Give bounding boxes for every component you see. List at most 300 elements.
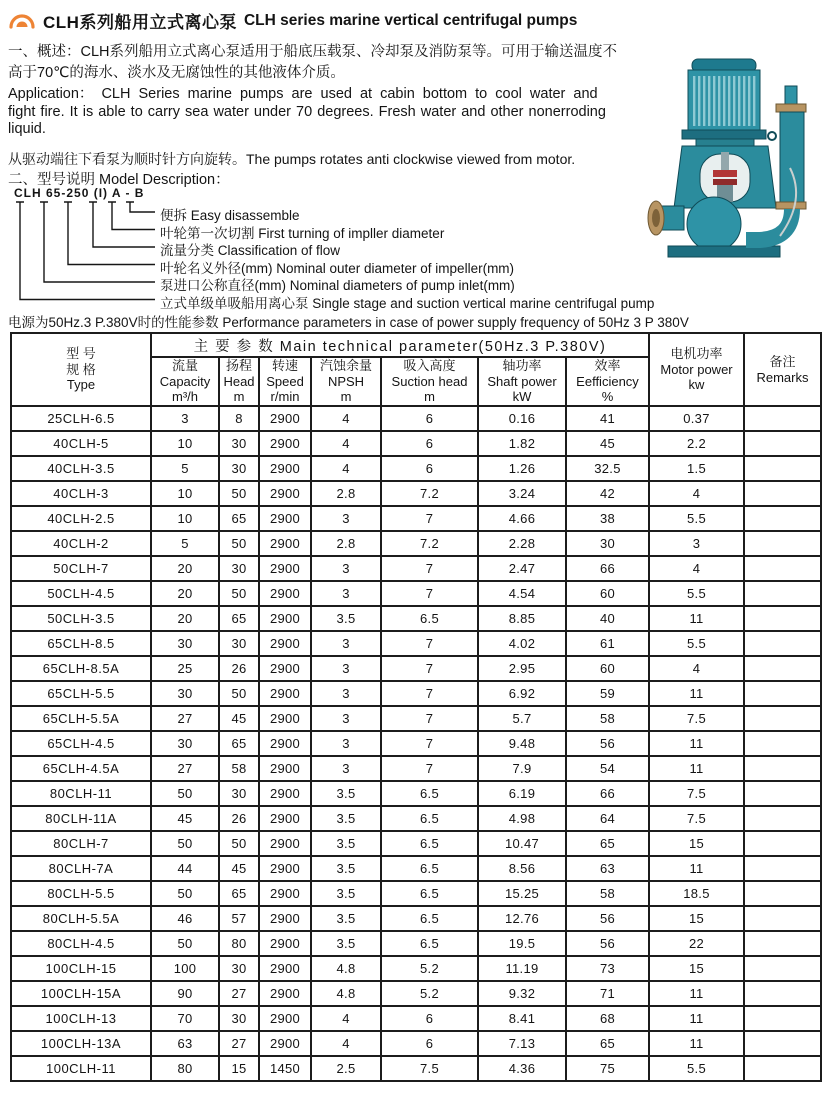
cell-value: 7 (381, 556, 478, 581)
cell-value: 2900 (259, 931, 311, 956)
cell-value: 11 (649, 731, 744, 756)
cell-value: 6 (381, 456, 478, 481)
cell-value: 4 (311, 431, 381, 456)
cell-value: 27 (219, 981, 259, 1006)
cell-value: 30 (219, 956, 259, 981)
cell-value: 27 (219, 1031, 259, 1056)
cell-value: 2900 (259, 756, 311, 781)
overview-line-1: 一、概述：CLH系列船用立式离心泵适用于船底压载泵、冷却泵及消防泵等。可用于输送温度不 (8, 44, 618, 60)
cell-value: 11 (649, 1006, 744, 1031)
model-label-easy-disassemble: 便拆 Easy disassemble (160, 208, 300, 223)
cell-value: 4.36 (478, 1056, 566, 1081)
cell-model: 50CLH-4.5 (11, 581, 151, 606)
cell-value: 6.5 (381, 856, 478, 881)
cell-value: 2900 (259, 606, 311, 631)
cell-value: 10 (151, 431, 219, 456)
cell-model: 40CLH-5 (11, 431, 151, 456)
cell-model: 80CLH-5.5A (11, 906, 151, 931)
cell-value: 9.32 (478, 981, 566, 1006)
cell-value: 3 (311, 556, 381, 581)
cell-value: 65 (219, 881, 259, 906)
pump-product-image (642, 56, 824, 263)
cell-value: 63 (566, 856, 649, 881)
cell-value: 56 (566, 931, 649, 956)
cell-model: 40CLH-3 (11, 481, 151, 506)
cell-value: 65 (219, 506, 259, 531)
cell-value: 11 (649, 606, 744, 631)
cell-value: 15.25 (478, 881, 566, 906)
table-row (11, 756, 821, 781)
column-header: 汽蚀余量 NPSH m (311, 357, 381, 406)
overview-line-2: 高于70℃的海水、淡水及无腐蚀性的其他液体介质。 (8, 65, 345, 81)
cell-value: 15 (219, 1056, 259, 1081)
cell-value: 66 (566, 781, 649, 806)
cell-value: 2900 (259, 481, 311, 506)
cell-value: 30 (219, 456, 259, 481)
column-header: 流量 Capacity m³/h (151, 357, 219, 406)
cell-value: 71 (566, 981, 649, 1006)
table-row (11, 1031, 821, 1056)
cell-value: 5.2 (381, 956, 478, 981)
cell-value: 46 (151, 906, 219, 931)
cell-value: 30 (151, 731, 219, 756)
cell-remarks (744, 756, 821, 781)
model-tree-lines-icon (8, 198, 158, 312)
cell-value: 3.5 (311, 881, 381, 906)
cell-value: 2900 (259, 406, 311, 431)
cell-value: 20 (151, 556, 219, 581)
cell-value: 30 (219, 556, 259, 581)
cell-value: 10 (151, 481, 219, 506)
cell-value: 80 (151, 1056, 219, 1081)
table-row (11, 431, 821, 456)
cell-value: 54 (566, 756, 649, 781)
cell-value: 11.19 (478, 956, 566, 981)
cell-value: 3.5 (311, 831, 381, 856)
table-row (11, 856, 821, 881)
cell-remarks (744, 906, 821, 931)
cell-value: 6 (381, 431, 478, 456)
cell-model: 80CLH-7 (11, 831, 151, 856)
table-row (11, 781, 821, 806)
table-row (11, 706, 821, 731)
cell-value: 7.13 (478, 1031, 566, 1056)
cell-value: 2900 (259, 981, 311, 1006)
cell-value: 30 (219, 431, 259, 456)
cell-value: 50 (219, 581, 259, 606)
cell-value: 2.47 (478, 556, 566, 581)
table-row (11, 631, 821, 656)
cell-value: 60 (566, 581, 649, 606)
cell-value: 10 (151, 506, 219, 531)
model-code: CLH 65-250 (I) A - B (14, 186, 145, 200)
cell-model: 80CLH-4.5 (11, 931, 151, 956)
cell-value: 65 (219, 731, 259, 756)
cell-value: 5.2 (381, 981, 478, 1006)
cell-value: 2900 (259, 881, 311, 906)
overview-paragraph (8, 42, 698, 84)
cell-value: 65 (566, 1031, 649, 1056)
cell-value: 27 (151, 756, 219, 781)
cell-value: 11 (649, 1031, 744, 1056)
column-header: 轴功率 Shaft power kW (478, 357, 566, 406)
table-row (11, 506, 821, 531)
cell-remarks (744, 431, 821, 456)
cell-remarks (744, 681, 821, 706)
cell-value: 3 (311, 506, 381, 531)
cell-value: 20 (151, 606, 219, 631)
cell-value: 3 (311, 706, 381, 731)
table-row (11, 406, 821, 431)
cell-value: 56 (566, 731, 649, 756)
model-description-diagram (8, 186, 698, 314)
cell-value: 15 (649, 906, 744, 931)
cell-value: 4 (311, 1006, 381, 1031)
cell-value: 11 (649, 681, 744, 706)
cell-value: 6 (381, 1031, 478, 1056)
application-line-1: Application： CLH Series marine pumps are used at cabin bottom to cool water and (8, 86, 598, 102)
cell-value: 6.5 (381, 831, 478, 856)
cell-value: 1.82 (478, 431, 566, 456)
table-row (11, 881, 821, 906)
cell-value: 5 (151, 456, 219, 481)
cell-value: 3 (311, 731, 381, 756)
cell-value: 11 (649, 981, 744, 1006)
cell-value: 59 (566, 681, 649, 706)
cell-model: 100CLH-15 (11, 956, 151, 981)
cell-remarks (744, 1006, 821, 1031)
cell-value: 2900 (259, 1031, 311, 1056)
cell-remarks (744, 1056, 821, 1081)
cell-value: 3.5 (311, 906, 381, 931)
cell-value: 70 (151, 1006, 219, 1031)
cell-model: 65CLH-4.5 (11, 731, 151, 756)
table-row (11, 1006, 821, 1031)
cell-value: 80 (219, 931, 259, 956)
cell-value: 3 (311, 631, 381, 656)
cell-value: 11 (649, 856, 744, 881)
cell-value: 7.5 (649, 806, 744, 831)
cell-remarks (744, 981, 821, 1006)
cell-model: 40CLH-3.5 (11, 456, 151, 481)
cell-value: 5.5 (649, 1056, 744, 1081)
cell-value: 2900 (259, 706, 311, 731)
cell-value: 8 (219, 406, 259, 431)
cell-value: 6.5 (381, 606, 478, 631)
cell-value: 4.54 (478, 581, 566, 606)
cell-value: 2900 (259, 856, 311, 881)
cell-value: 7 (381, 581, 478, 606)
cell-value: 2.8 (311, 481, 381, 506)
cell-value: 2900 (259, 806, 311, 831)
column-header: 转速 Speed r/min (259, 357, 311, 406)
cell-value: 30 (151, 681, 219, 706)
cell-value: 2900 (259, 556, 311, 581)
cell-value: 10.47 (478, 831, 566, 856)
cell-remarks (744, 1031, 821, 1056)
cell-value: 8.85 (478, 606, 566, 631)
cell-value: 2900 (259, 581, 311, 606)
cell-value: 7 (381, 706, 478, 731)
rotation-note: 从驱动端往下看泵为顺时针方向旋转。The pumps rotates anti clockwise viewed from motor. (8, 151, 576, 167)
cell-value: 45 (151, 806, 219, 831)
cell-model: 80CLH-11A (11, 806, 151, 831)
cell-value: 1450 (259, 1056, 311, 1081)
cell-value: 73 (566, 956, 649, 981)
cell-remarks (744, 606, 821, 631)
cell-value: 2900 (259, 956, 311, 981)
model-label-pump-type: 立式单级单吸船用离心泵 Single stage and suction vertical marine centrifugal pump (160, 295, 655, 311)
cell-value: 44 (151, 856, 219, 881)
main-parameter-group-header: 主 要 参 数 Main technical parameter(50Hz.3 P.380V) (151, 333, 649, 357)
cell-value: 30 (219, 631, 259, 656)
table-row (11, 806, 821, 831)
cell-value: 50 (219, 531, 259, 556)
cell-value: 6.5 (381, 881, 478, 906)
cell-value: 4 (649, 481, 744, 506)
cell-value: 4.8 (311, 981, 381, 1006)
cell-value: 2900 (259, 456, 311, 481)
cell-value: 1.26 (478, 456, 566, 481)
column-header: 效率 Eefficiency % (566, 357, 649, 406)
cell-model: 80CLH-11 (11, 781, 151, 806)
model-label-first-turning: 叶轮第一次切割 First turning of impller diameter (160, 225, 445, 241)
model-label-impeller-diameter: 叶轮名义外径(mm) Nominal outer diameter of impeller(mm) (160, 260, 515, 276)
cell-value: 15 (649, 831, 744, 856)
cell-value: 4.66 (478, 506, 566, 531)
cell-value: 50 (151, 781, 219, 806)
application-line-2: fight fire. It is able to carry sea water under 70 degrees. Fresh water and other nonerroding (8, 103, 606, 120)
brand-arc-icon (8, 10, 36, 32)
cell-value: 30 (219, 781, 259, 806)
cell-remarks (744, 856, 821, 881)
cell-remarks (744, 531, 821, 556)
cell-value: 3.5 (311, 806, 381, 831)
cell-value: 2.95 (478, 656, 566, 681)
cell-remarks (744, 581, 821, 606)
page-title-en: CLH series marine vertical centrifugal pumps (243, 11, 578, 29)
page-title-zh: CLH系列船用立式离心泵 (43, 13, 237, 32)
cell-value: 2900 (259, 531, 311, 556)
table-row (11, 456, 821, 481)
table-row (11, 906, 821, 931)
cell-value: 6.5 (381, 906, 478, 931)
cell-value: 5 (151, 531, 219, 556)
cell-value: 2900 (259, 431, 311, 456)
column-header-remarks: 备注 Remarks (744, 333, 821, 406)
cell-value: 50 (151, 831, 219, 856)
cell-model: 100CLH-15A (11, 981, 151, 1006)
cell-value: 2900 (259, 781, 311, 806)
cell-value: 3.5 (311, 931, 381, 956)
column-header: 扬程 Head m (219, 357, 259, 406)
cell-value: 2900 (259, 656, 311, 681)
cell-model: 65CLH-5.5 (11, 681, 151, 706)
cell-model: 80CLH-7A (11, 856, 151, 881)
table-row (11, 531, 821, 556)
cell-value: 3.5 (311, 781, 381, 806)
cell-value: 50 (151, 931, 219, 956)
cell-value: 4.02 (478, 631, 566, 656)
cell-value: 1.5 (649, 456, 744, 481)
cell-value: 7 (381, 506, 478, 531)
cell-value: 0.16 (478, 406, 566, 431)
model-label-flow-class: 流量分类 Classification of flow (160, 243, 341, 258)
cell-value: 40 (566, 606, 649, 631)
cell-value: 7 (381, 681, 478, 706)
cell-value: 100 (151, 956, 219, 981)
cell-value: 3.5 (311, 856, 381, 881)
cell-value: 68 (566, 1006, 649, 1031)
cell-value: 4 (649, 556, 744, 581)
cell-value: 3 (649, 531, 744, 556)
cell-value: 6.5 (381, 781, 478, 806)
cell-value: 4 (311, 406, 381, 431)
cell-value: 38 (566, 506, 649, 531)
cell-value: 7 (381, 656, 478, 681)
model-label-pump-inlet: 泵进口公称直径(mm) Nominal diameters of pump inlet(mm) (160, 278, 515, 293)
cell-value: 6.19 (478, 781, 566, 806)
cell-value: 26 (219, 656, 259, 681)
cell-value: 50 (151, 881, 219, 906)
application-paragraph (8, 86, 673, 139)
cell-value: 3.24 (478, 481, 566, 506)
cell-value: 6 (381, 1006, 478, 1031)
cell-value: 7 (381, 756, 478, 781)
table-row (11, 931, 821, 956)
cell-value: 4 (311, 1031, 381, 1056)
cell-remarks (744, 956, 821, 981)
cell-value: 2.8 (311, 531, 381, 556)
cell-value: 2900 (259, 1006, 311, 1031)
column-header-type: 型 号 规 格 Type (11, 333, 151, 406)
cell-value: 30 (151, 631, 219, 656)
cell-value: 2900 (259, 831, 311, 856)
table-row (11, 831, 821, 856)
cell-value: 4.8 (311, 956, 381, 981)
cell-model: 65CLH-8.5A (11, 656, 151, 681)
cell-value: 18.5 (649, 881, 744, 906)
cell-model: 80CLH-5.5 (11, 881, 151, 906)
cell-value: 6.5 (381, 806, 478, 831)
cell-value: 20 (151, 581, 219, 606)
cell-remarks (744, 631, 821, 656)
table-row (11, 606, 821, 631)
cell-model: 65CLH-8.5 (11, 631, 151, 656)
cell-value: 25 (151, 656, 219, 681)
cell-model: 25CLH-6.5 (11, 406, 151, 431)
cell-value: 42 (566, 481, 649, 506)
cell-model: 50CLH-7 (11, 556, 151, 581)
cell-value: 2.28 (478, 531, 566, 556)
cell-value: 5.5 (649, 581, 744, 606)
table-row (11, 681, 821, 706)
cell-remarks (744, 831, 821, 856)
cell-value: 4.98 (478, 806, 566, 831)
cell-model: 100CLH-13A (11, 1031, 151, 1056)
cell-value: 65 (566, 831, 649, 856)
cell-value: 45 (566, 431, 649, 456)
cell-value: 15 (649, 956, 744, 981)
cell-value: 64 (566, 806, 649, 831)
model-description-heading: 二、型号说明 Model Description： (8, 172, 230, 188)
cell-value: 50 (219, 681, 259, 706)
cell-remarks (744, 456, 821, 481)
cell-value: 30 (219, 1006, 259, 1031)
cell-value: 0.37 (649, 406, 744, 431)
cell-value: 12.76 (478, 906, 566, 931)
cell-value: 2.2 (649, 431, 744, 456)
cell-value: 22 (649, 931, 744, 956)
cell-value: 65 (219, 606, 259, 631)
table-body (11, 406, 821, 1081)
cell-value: 63 (151, 1031, 219, 1056)
cell-value: 45 (219, 856, 259, 881)
cell-value: 19.5 (478, 931, 566, 956)
cell-value: 4 (649, 656, 744, 681)
cell-value: 50 (219, 481, 259, 506)
cell-value: 3 (311, 656, 381, 681)
cell-value: 6 (381, 406, 478, 431)
cell-value: 56 (566, 906, 649, 931)
cell-remarks (744, 731, 821, 756)
cell-value: 58 (566, 881, 649, 906)
cell-value: 50 (219, 831, 259, 856)
cell-value: 2900 (259, 681, 311, 706)
cell-value: 7.5 (649, 706, 744, 731)
performance-note: 电源为50Hz.3 P.380V时的性能参数 Performance parameters in case of power supply frequency of 50Hz 3 P 380V (8, 315, 689, 330)
cell-remarks (744, 706, 821, 731)
cell-value: 58 (566, 706, 649, 731)
cell-value: 5.5 (649, 631, 744, 656)
cell-model: 100CLH-11 (11, 1056, 151, 1081)
cell-value: 4 (311, 456, 381, 481)
cell-model: 65CLH-4.5A (11, 756, 151, 781)
cell-remarks (744, 406, 821, 431)
cell-value: 7 (381, 731, 478, 756)
cell-value: 2900 (259, 906, 311, 931)
cell-remarks (744, 931, 821, 956)
table-row (11, 956, 821, 981)
cell-value: 61 (566, 631, 649, 656)
cell-model: 100CLH-13 (11, 1006, 151, 1031)
table-row (11, 1056, 821, 1081)
cell-value: 2.5 (311, 1056, 381, 1081)
cell-value: 32.5 (566, 456, 649, 481)
cell-value: 8.56 (478, 856, 566, 881)
cell-remarks (744, 506, 821, 531)
parameters-table (10, 332, 822, 1082)
cell-value: 7.5 (649, 781, 744, 806)
cell-value: 27 (151, 706, 219, 731)
cell-value: 57 (219, 906, 259, 931)
cell-value: 2900 (259, 731, 311, 756)
cell-value: 11 (649, 756, 744, 781)
cell-value: 7.2 (381, 531, 478, 556)
cell-value: 30 (566, 531, 649, 556)
cell-value: 26 (219, 806, 259, 831)
application-line-3: liquid. (8, 121, 46, 137)
cell-remarks (744, 806, 821, 831)
cell-remarks (744, 781, 821, 806)
cell-value: 45 (219, 706, 259, 731)
cell-value: 7.2 (381, 481, 478, 506)
cell-model: 40CLH-2.5 (11, 506, 151, 531)
table-row (11, 981, 821, 1006)
cell-value: 75 (566, 1056, 649, 1081)
cell-value: 2900 (259, 631, 311, 656)
cell-remarks (744, 656, 821, 681)
